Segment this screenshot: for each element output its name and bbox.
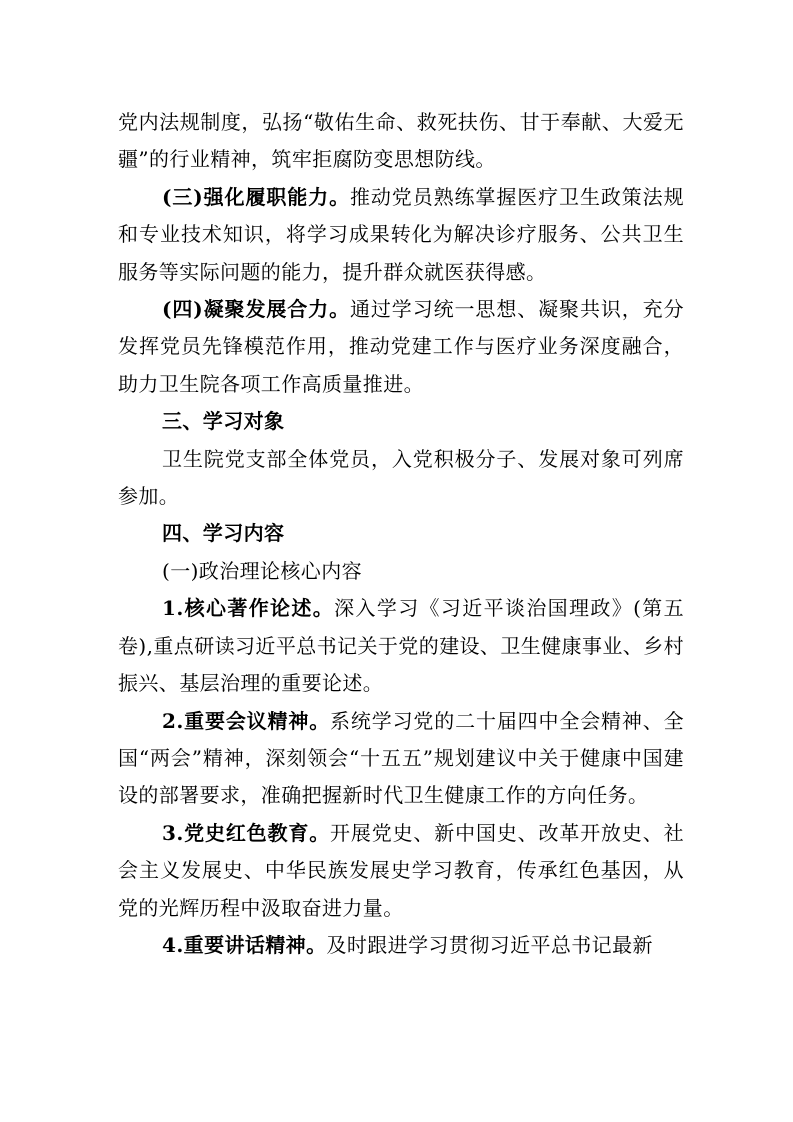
paragraph-text: 开展党史、新中国史、改革开放史、社会主义发展史、中华民族发展史学习教育，传承红色基因，从党的光辉历程中汲取奋进力量。 [118, 820, 684, 920]
paragraph-text: 推动党员熟练掌握医疗卫生政策法规和专业技术知识，将学习成果转化为解决诊疗服务、公共卫生服务等实际问题的能力，提升群众就医获得感。 [118, 184, 684, 284]
document-body [118, 104, 684, 964]
paragraph-unite-effort [118, 291, 684, 403]
paragraph-strengthen-duty [118, 179, 684, 291]
section-heading-study-targets: 三、学习对象 [162, 409, 285, 434]
paragraph-lead: 2.重要会议精神。 [162, 708, 331, 733]
paragraph-lead: 1.核心著作论述。 [162, 596, 335, 621]
paragraph-text: 通过学习统一思想、凝聚共识，充分发挥党员先锋模范作用，推动党建工作与医疗业务深度融合，助力卫生院各项工作高质量推进。 [118, 297, 684, 396]
subsection-heading-political-theory [118, 553, 684, 590]
paragraph-lead: (四)凝聚发展合力。 [162, 297, 350, 322]
section-heading-study-content: 四、学习内容 [162, 521, 285, 546]
paragraph-study-targets [118, 441, 684, 516]
paragraph-party-rules [118, 104, 684, 179]
paragraph-text: 卫生院党支部全体党员，入党积极分子、发展对象可列席参加。 [118, 446, 684, 509]
paragraph-lead: 4.重要讲话精神。 [162, 932, 327, 957]
paragraph-text: 党内法规制度，弘扬“敬佑生命、救死扶伤、甘于奉献、大爱无疆”的行业精神，筑牢拒腐防变思想防线。 [118, 110, 684, 172]
paragraph-lead: (三)强化履职能力。 [162, 184, 350, 209]
paragraph-speech-spirit [118, 927, 684, 964]
paragraph-text: (一)政治理论核心内容 [162, 558, 363, 583]
paragraph-text: 系统学习党的二十届四中全会精神、全国“两会”精神，深刻领会“十五五”规划建议中关于健康中国建设的部署要求，准确把握新时代卫生健康工作的方向任务。 [118, 708, 684, 808]
paragraph-party-history [118, 815, 684, 927]
paragraph-lead: 3.党史红色教育。 [162, 820, 331, 845]
paragraph-text: 深入学习《习近平谈治国理政》(第五卷),重点研读习近平总书记关于党的建设、卫生健康事业、乡村振兴、基层治理的重要论述。 [118, 596, 684, 696]
paragraph-meeting-spirit [118, 703, 684, 815]
paragraph-text: 及时跟进学习贯彻习近平总书记最新 [326, 932, 653, 957]
paragraph-core-works [118, 590, 684, 702]
